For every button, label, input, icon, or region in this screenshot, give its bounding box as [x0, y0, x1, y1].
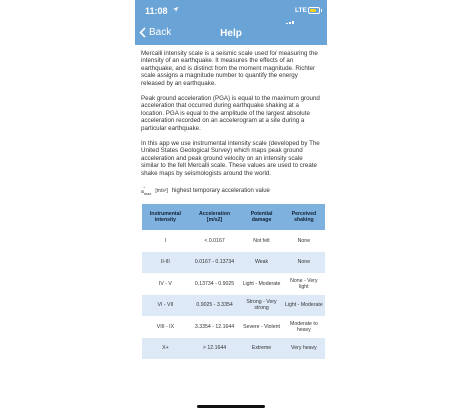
cell-damage: Weak — [240, 252, 282, 274]
location-arrow-icon — [172, 6, 179, 13]
cell-shaking: None — [283, 230, 325, 252]
header-shaking: Perceived shaking — [283, 204, 325, 230]
help-content — [135, 45, 327, 359]
back-label: Back — [149, 27, 172, 38]
network-type: LTE — [295, 7, 307, 14]
cell-intensity: VIII - IX — [142, 316, 189, 338]
cell-damage: Strong - Very strong — [240, 295, 282, 317]
cell-damage: Light - Moderate — [240, 273, 282, 295]
cell-acceleration: 0.0167 - 0.13734 — [189, 252, 241, 274]
legend-unit: [m/s²] — [155, 187, 168, 194]
page-title: Help — [220, 28, 242, 39]
cell-acceleration: < 0.0167 — [189, 230, 241, 252]
acceleration-legend — [141, 185, 321, 196]
paragraph-pga: Peak ground acceleration (PGA) is equal to the maximum ground acceleration that occurred during earthquake shaking at a location. PGA is equal to the amplitude of the largest absolute acceleration recorded on an accelerogram at a site during a particular earthquake. — [141, 95, 320, 132]
cell-acceleration: 0.9025 - 3.3354 — [189, 295, 241, 317]
table-row — [142, 273, 325, 295]
cell-damage: Severe - Violent — [240, 316, 282, 338]
cell-intensity: II-III — [142, 252, 189, 274]
table-row — [142, 252, 325, 274]
header-acceleration: Acceleration [m/s2] — [189, 204, 241, 230]
header-intensity: Instrumental intensity — [142, 204, 189, 230]
cell-shaking: None — [283, 252, 325, 274]
status-time: 11:08 — [145, 6, 168, 16]
cell-intensity: I — [142, 230, 189, 252]
cell-damage: Not felt — [240, 230, 282, 252]
cell-intensity: VI - VII — [142, 295, 189, 317]
table-header-row — [142, 204, 325, 230]
paragraph-instrumental: In this app we use instrumental intensity scale (developed by The United States Geological Survey) which maps peak ground acceleration and peak ground velocity on an intensity scale similar to the felt Mercalli scale. These values are used to create shake maps by seismologists around the world. — [141, 140, 320, 177]
cell-intensity: IV - V — [142, 273, 189, 295]
cell-intensity: X+ — [142, 338, 189, 360]
cell-acceleration: 3.3354 - 12.1644 — [189, 316, 241, 338]
table-row — [142, 295, 325, 317]
cell-acceleration: > 12.1644 — [189, 338, 241, 360]
cell-damage: Extreme — [240, 338, 282, 360]
phone-screen — [135, 0, 327, 415]
home-indicator[interactable] — [197, 405, 265, 408]
cell-shaking: Moderate to heavy — [283, 316, 325, 338]
header-damage: Potential damage — [240, 204, 282, 230]
status-bar — [135, 0, 327, 24]
intensity-table — [142, 204, 325, 359]
navigation-bar — [135, 24, 327, 45]
vector-a-symbol: → $a_{max}$ — [141, 184, 152, 197]
legend-text: highest temporary acceleration value — [171, 187, 270, 194]
paragraph-mercalli: Mercalli intensity scale is a seismic scale used for measuring the intensity of an earthquake. It measures the effects of an earthquake, and is distinct from the moment magnitude. Richter scale assigns a magnitude number to quantify the energy released by an earthquake. — [141, 50, 318, 87]
cell-acceleration: 0.13734 - 0.9025 — [189, 273, 241, 295]
table-row — [142, 230, 325, 252]
cell-shaking: Very heavy — [283, 338, 325, 360]
cell-shaking: Light - Moderate — [283, 295, 325, 317]
cell-shaking: None - Very light — [283, 273, 325, 295]
battery-icon — [308, 7, 320, 14]
table-row — [142, 316, 325, 338]
table-row — [142, 338, 325, 360]
